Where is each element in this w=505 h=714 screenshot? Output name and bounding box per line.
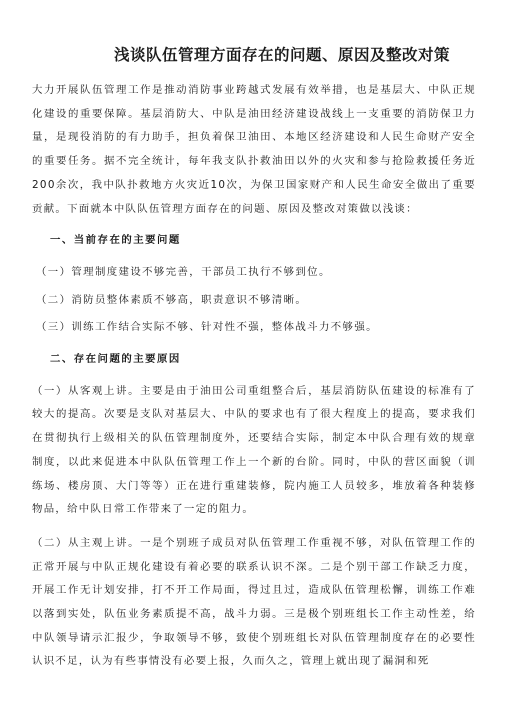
problem-item-2: （二）消防员整体素质不够高，职责意识不够清晰。 bbox=[36, 293, 308, 306]
document-title: 浅谈队伍管理方面存在的问题、原因及整改对策 bbox=[113, 45, 450, 64]
intro-paragraph: 大力开展队伍管理工作是推动消防事业跨越式发展有效举措，也是基层大、中队正规化建设的重要保障。基层消防大、中队是油田经济建设战线上一支重要的消防保卫力量，是现役消防的有力助手，担负着保卫油田、本地区经济建设和人民生命财产安全的重要任务。据不完全统计，每年我支队扑救油田以外的火灾和参与抢险救援任务近200余次，我中队扑救地方火灾近10次，为保卫国家财产和人民生命安全做出了重要贡献。下面就本中队队伍管理方面存在的问题、原因及整改对策做以浅谈： bbox=[32, 84, 476, 215]
cause-paragraph-1: （一）从客观上讲。主要是由于油田公司重组整合后，基层消防队伍建设的标准有了较大的提高。次要是支队对基层大、中队的要求也有了很大程度上的提高，要求我们在贯彻执行上级相关的队伍管理制度外，还要结合实际，制定本中队合理有效的规章制度，以此来促进本中队队伍管理工作上一个新的台阶。同时，中队的营区面貌（训练场、楼房顶、大门等等）正在进行重建装修，院内施工人员较多，堆放着各种装修物品，给中队日常工作带来了一定的阻力。 bbox=[32, 384, 476, 516]
document-page bbox=[32, 45, 476, 674]
problem-item-1: （一）管理制度建设不够完善，干部员工执行不够到位。 bbox=[36, 265, 331, 278]
paragraph-spacer bbox=[32, 522, 476, 532]
cause-paragraph-2: （二）从主观上讲。一是个别班子成员对队伍管理工作重视不够，对队伍管理工作的正常开展与中队正规化建设有着必要的联系认识不深。二是个别干部工作缺乏力度，开展工作无计划安排，打不开工作局面，得过且过，造成队伍管理松懈，训练工作难以落到实处，队伍业务素质提不高，战斗力弱。三是极个别班组长工作主动性差，给中队领导请示汇报少，争取领导不够，致使个别班组长对队伍管理制度存在的必要性认识不足，认为有些事情没有必要上报，久而久之，管理上就出现了漏洞和死 bbox=[32, 536, 476, 668]
section-heading-1: 一、当前存在的主要问题 bbox=[50, 234, 181, 247]
section-heading-2: 二、存在问题的主要原因 bbox=[50, 353, 181, 366]
problem-item-3: （三）训练工作结合实际不够、针对性不强，整体战斗力不够强。 bbox=[36, 321, 378, 334]
